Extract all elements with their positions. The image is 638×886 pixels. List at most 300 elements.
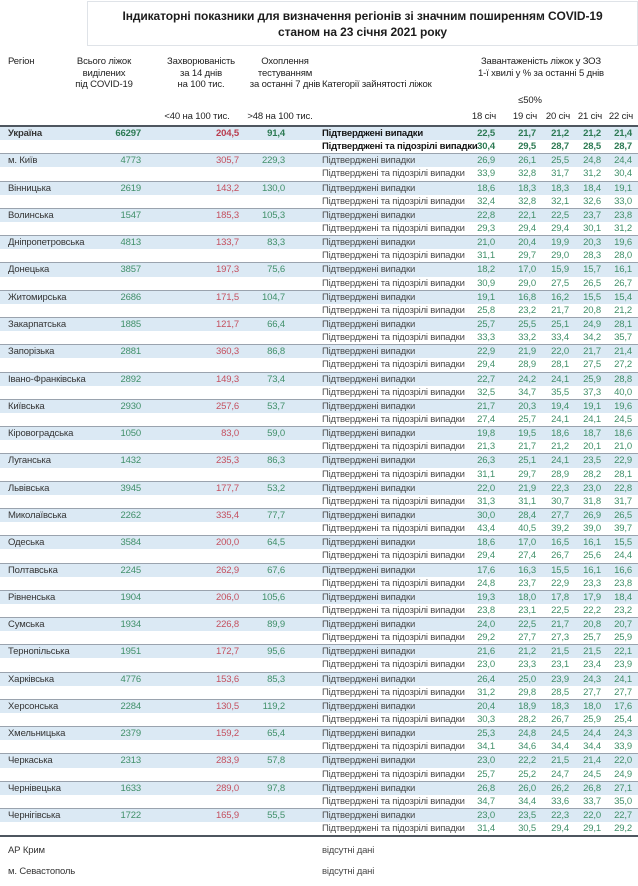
spacer <box>286 373 322 386</box>
load-value: 31,4 <box>477 823 495 835</box>
beds-value: 4813 <box>120 237 141 249</box>
category-label: Підтверджені випадки <box>322 209 416 221</box>
region-name: Львівська <box>8 482 50 494</box>
beds-value <box>106 549 144 562</box>
beds-value: 1904 <box>120 591 141 603</box>
spacer <box>286 236 322 249</box>
load-value: 25,6 <box>583 550 601 562</box>
coverage-value <box>240 440 286 453</box>
spacer <box>286 291 322 304</box>
load-value: 24,8 <box>518 728 536 740</box>
load-value: 19,1 <box>614 182 632 194</box>
load-value: 19,5 <box>518 428 536 440</box>
region-block <box>0 262 638 289</box>
load-value: 30,9 <box>477 277 495 289</box>
load-value: 27,7 <box>583 686 601 698</box>
incidence-value <box>144 195 240 208</box>
coverage-value <box>240 522 286 535</box>
column-header-incidence-line: за 14 днів <box>180 67 222 79</box>
load-value: 34,7 <box>477 795 495 807</box>
category-label: Підтверджені випадки <box>322 782 416 794</box>
date-column-header: 22 січ <box>608 111 633 122</box>
load-value: 22,0 <box>551 346 569 358</box>
region-row <box>0 209 638 222</box>
date-column-header: 18 січ <box>471 111 496 122</box>
column-header-coverage-line: Охоплення <box>261 56 309 67</box>
coverage-value <box>240 795 286 808</box>
beds-value <box>106 522 144 535</box>
load-value: 31,2 <box>477 686 495 698</box>
load-value: 16,1 <box>583 564 601 576</box>
incidence-value: 283,9 <box>215 755 239 767</box>
load-value: 29,5 <box>518 141 536 153</box>
coverage-value: 67,6 <box>267 564 285 576</box>
load-value: 23,8 <box>614 209 632 221</box>
spacer <box>286 754 322 767</box>
beds-value: 1885 <box>120 318 141 330</box>
category-label: Підтверджені випадки <box>322 318 416 330</box>
column-header-coverage-line: за останні 7 днів <box>249 79 321 90</box>
incidence-value <box>144 413 240 426</box>
region-name: Чернівецька <box>8 782 61 794</box>
beds-value <box>106 277 144 290</box>
category-label: Підтверджені випадки <box>322 619 416 631</box>
load-value: 26,8 <box>583 782 601 794</box>
coverage-value <box>240 495 286 508</box>
load-value: 23,1 <box>551 659 569 671</box>
incidence-value: 197,3 <box>215 264 239 276</box>
spacer <box>144 840 240 861</box>
spacer <box>286 631 322 644</box>
region-row <box>0 440 638 453</box>
region-name: Івано-Франківська <box>8 373 86 385</box>
load-value: 23,0 <box>583 482 601 494</box>
spacer <box>286 195 322 208</box>
category-label: Підтверджені випадки <box>322 291 416 303</box>
load-value: 21,2 <box>614 304 632 316</box>
region-name: Харківська <box>8 673 54 685</box>
region-name <box>8 468 106 481</box>
spacer <box>286 645 322 658</box>
load-value: 23,7 <box>518 577 536 589</box>
coverage-value: 65,4 <box>267 728 285 740</box>
no-data-row <box>0 840 638 861</box>
load-value: 22,8 <box>477 209 495 221</box>
load-value: 16,6 <box>614 564 632 576</box>
load-value: 34,4 <box>583 741 601 753</box>
category-label: Підтверджені випадки <box>322 700 416 712</box>
category-label: Підтверджені випадки <box>322 373 416 385</box>
category-label: Підтверджені та підозрілі випадки <box>322 468 465 480</box>
load-value: 17,8 <box>551 591 569 603</box>
beds-value <box>106 413 144 426</box>
region-name <box>8 740 106 753</box>
region-name: Луганська <box>8 455 51 467</box>
load-value: 20,1 <box>583 441 601 453</box>
region-row <box>0 236 638 249</box>
load-value: 24,9 <box>614 768 632 780</box>
coverage-value: 53,2 <box>267 482 285 494</box>
coverage-value <box>240 577 286 590</box>
coverage-value: 64,5 <box>267 537 285 549</box>
column-header-beds <box>60 56 148 91</box>
spacer <box>286 618 322 631</box>
load-value: 28,1 <box>551 359 569 371</box>
category-label: Підтверджені випадки <box>322 673 416 685</box>
load-value: 25,1 <box>551 318 569 330</box>
beds-value <box>106 822 144 835</box>
spacer <box>498 861 539 882</box>
load-threshold-label: ≤50% <box>518 95 542 106</box>
region-row <box>0 140 638 153</box>
load-value: 29,1 <box>583 823 601 835</box>
incidence-value: 235,3 <box>215 455 239 467</box>
region-block <box>0 181 638 208</box>
column-header-beds-line: Всього ліжок <box>76 56 132 67</box>
spacer <box>286 331 322 344</box>
region-name <box>8 140 106 153</box>
load-value: 23,0 <box>477 659 495 671</box>
region-name: м. Севастополь <box>8 866 76 878</box>
spacer <box>604 840 635 861</box>
spacer <box>286 795 322 808</box>
load-value: 19,6 <box>614 400 632 412</box>
load-value: 22,3 <box>551 482 569 494</box>
load-value: 27,7 <box>518 632 536 644</box>
load-value: 24,4 <box>614 155 632 167</box>
load-value: 18,2 <box>477 264 495 276</box>
load-value: 22,7 <box>614 810 632 822</box>
load-value: 22,0 <box>477 482 495 494</box>
coverage-value: 66,4 <box>267 318 285 330</box>
coverage-value <box>240 713 286 726</box>
coverage-value <box>240 167 286 180</box>
incidence-value <box>144 795 240 808</box>
load-value: 22,0 <box>583 810 601 822</box>
incidence-value: 172,7 <box>215 646 239 658</box>
coverage-value <box>240 195 286 208</box>
region-block <box>0 481 638 508</box>
column-header-load <box>450 56 632 79</box>
spacer <box>106 111 144 123</box>
load-value: 26,0 <box>518 782 536 794</box>
region-row <box>0 782 638 795</box>
beds-value <box>106 740 144 753</box>
region-row <box>0 577 638 590</box>
load-value: 25,9 <box>583 373 601 385</box>
region-block <box>0 808 638 835</box>
region-name <box>8 195 106 208</box>
date-column-header: 21 січ <box>577 111 602 122</box>
region-row <box>0 167 638 180</box>
load-value: 19,8 <box>477 428 495 440</box>
load-value: 26,3 <box>477 455 495 467</box>
incidence-value <box>144 440 240 453</box>
load-value: 29,4 <box>477 550 495 562</box>
load-value: 29,2 <box>477 632 495 644</box>
region-block <box>0 508 638 535</box>
coverage-value: 55,5 <box>267 810 285 822</box>
load-value: 18,3 <box>518 182 536 194</box>
load-value: 28,2 <box>518 714 536 726</box>
incidence-value: 262,9 <box>215 564 239 576</box>
spacer <box>286 727 322 740</box>
region-name: Кіровоградська <box>8 428 74 440</box>
coverage-value: 53,7 <box>267 400 285 412</box>
load-value: 17,9 <box>583 591 601 603</box>
spacer <box>286 495 322 508</box>
load-value: 28,1 <box>614 468 632 480</box>
load-value: 25,7 <box>477 768 495 780</box>
beds-value: 2284 <box>120 700 141 712</box>
region-block <box>0 699 638 726</box>
load-value: 43,4 <box>477 523 495 535</box>
incidence-value <box>144 713 240 726</box>
region-name: Одеська <box>8 537 45 549</box>
spacer <box>286 140 322 153</box>
load-value: 28,9 <box>518 359 536 371</box>
no-data-row <box>0 861 638 882</box>
category-label: Підтверджені та підозрілі випадки <box>322 222 465 234</box>
load-value: 34,6 <box>518 741 536 753</box>
region-row <box>0 604 638 617</box>
region-name: Волинська <box>8 209 54 221</box>
beds-value <box>106 795 144 808</box>
load-value: 23,0 <box>477 810 495 822</box>
region-row <box>0 222 638 235</box>
load-value: 21,3 <box>477 441 495 453</box>
spacer <box>286 604 322 617</box>
category-label: Підтверджені та підозрілі випадки <box>322 714 465 726</box>
coverage-value <box>240 277 286 290</box>
region-block <box>0 208 638 235</box>
beds-value: 4776 <box>120 673 141 685</box>
load-value: 18,7 <box>583 428 601 440</box>
load-value: 33,0 <box>614 195 632 207</box>
spacer <box>286 209 322 222</box>
load-value: 31,1 <box>518 495 536 507</box>
beds-value: 1432 <box>120 455 141 467</box>
region-row <box>0 413 638 426</box>
column-header-incidence <box>157 56 245 91</box>
incidence-value <box>144 686 240 699</box>
region-name <box>8 222 106 235</box>
category-label: Підтверджені та підозрілі випадки <box>322 413 465 425</box>
region-row <box>0 154 638 167</box>
spacer <box>286 822 322 835</box>
incidence-value <box>144 140 240 153</box>
region-name: Україна <box>8 128 43 139</box>
region-block <box>0 399 638 426</box>
region-row <box>0 195 638 208</box>
incidence-value <box>144 495 240 508</box>
load-value: 25,3 <box>477 728 495 740</box>
column-header-coverage-line: тестуванням <box>257 67 313 79</box>
region-row <box>0 263 638 276</box>
spacer <box>286 536 322 549</box>
region-row <box>0 673 638 686</box>
beds-value: 2892 <box>120 373 141 385</box>
load-value: 22,2 <box>583 604 601 616</box>
load-value: 32,5 <box>477 386 495 398</box>
region-name <box>8 440 106 453</box>
load-value: 16,3 <box>518 564 536 576</box>
load-value: 22,3 <box>551 810 569 822</box>
coverage-value: 95,6 <box>267 646 285 658</box>
load-value: 15,5 <box>551 564 569 576</box>
load-value: 29,4 <box>551 823 569 835</box>
coverage-value: 89,9 <box>267 619 285 631</box>
load-value: 26,2 <box>551 782 569 794</box>
column-header-load-line: 1-ї хвилі у % за останні 5 днів <box>478 67 604 79</box>
coverage-value: 105,3 <box>261 209 285 221</box>
load-value: 21,4 <box>614 346 632 358</box>
beds-value <box>106 140 144 153</box>
coverage-value <box>240 631 286 644</box>
coverage-value: 229,3 <box>261 155 285 167</box>
beds-value <box>106 249 144 262</box>
category-label: Підтверджені випадки <box>322 728 416 740</box>
load-value: 25,9 <box>583 714 601 726</box>
region-name: Черкаська <box>8 755 53 767</box>
region-block <box>0 672 638 699</box>
load-value: 34,2 <box>583 332 601 344</box>
category-label: Підтверджені та підозрілі випадки <box>322 359 465 371</box>
region-block <box>0 153 638 180</box>
category-label: Підтверджені та підозрілі випадки <box>322 250 465 262</box>
beds-value: 2313 <box>120 755 141 767</box>
spacer <box>286 304 322 317</box>
beds-value: 1934 <box>120 619 141 631</box>
load-value: 21,7 <box>518 441 536 453</box>
load-value: 34,7 <box>518 386 536 398</box>
load-value: 21,2 <box>551 441 569 453</box>
spacer <box>468 840 498 861</box>
load-value: 23,7 <box>583 209 601 221</box>
region-name: Хмельницька <box>8 728 66 740</box>
region-name <box>8 658 106 671</box>
load-value: 23,2 <box>614 604 632 616</box>
category-label: Підтверджені випадки <box>322 537 416 549</box>
column-header-incidence-line: Захворюваність <box>167 56 235 67</box>
spacer <box>286 127 322 140</box>
coverage-threshold-label: >48 на 100 тис. <box>247 111 313 122</box>
load-value: 24,1 <box>583 413 601 425</box>
incidence-value: 153,6 <box>215 673 239 685</box>
incidence-value: 305,7 <box>215 155 239 167</box>
category-label: Підтверджені випадки <box>322 155 416 167</box>
load-value: 24,3 <box>614 728 632 740</box>
load-value: 22,7 <box>477 373 495 385</box>
incidence-value: 206,0 <box>215 591 239 603</box>
region-row <box>0 358 638 371</box>
coverage-value <box>240 386 286 399</box>
region-name <box>8 304 106 317</box>
beds-value <box>106 222 144 235</box>
region-row <box>0 536 638 549</box>
incidence-value <box>144 167 240 180</box>
category-label: Підтверджені випадки <box>322 455 416 467</box>
load-value: 27,1 <box>614 782 632 794</box>
incidence-value <box>144 249 240 262</box>
spacer <box>286 345 322 358</box>
spacer <box>106 861 144 882</box>
load-value: 33,6 <box>551 795 569 807</box>
incidence-value <box>144 631 240 644</box>
load-value: 29,7 <box>518 250 536 262</box>
region-name <box>8 768 106 781</box>
load-value: 30,4 <box>614 168 632 180</box>
load-value: 23,3 <box>583 577 601 589</box>
no-data-label: відсутні дані <box>322 866 375 878</box>
category-label: Підтверджені та підозрілі випадки <box>322 523 465 535</box>
beds-value <box>106 468 144 481</box>
region-row <box>0 427 638 440</box>
beds-value: 2245 <box>120 564 141 576</box>
region-row <box>0 658 638 671</box>
load-value: 21,0 <box>477 237 495 249</box>
beds-value: 1722 <box>120 810 141 822</box>
incidence-value <box>144 522 240 535</box>
incidence-value <box>144 822 240 835</box>
subheader-row <box>0 111 638 123</box>
load-value: 24,1 <box>551 413 569 425</box>
load-value: 18,6 <box>477 537 495 549</box>
load-value: 26,8 <box>477 782 495 794</box>
load-value: 24,1 <box>551 455 569 467</box>
load-value: 40,5 <box>518 523 536 535</box>
load-value: 35,7 <box>614 332 632 344</box>
region-row <box>0 618 638 631</box>
category-label: Підтверджені випадки <box>322 428 416 440</box>
load-value: 39,0 <box>583 523 601 535</box>
region-block <box>0 344 638 371</box>
spacer <box>286 686 322 699</box>
spacer <box>286 167 322 180</box>
incidence-value <box>144 549 240 562</box>
beds-value <box>106 495 144 508</box>
load-value: 23,8 <box>614 577 632 589</box>
column-header-load-line: Завантаженість ліжок у ЗОЗ <box>480 56 602 67</box>
load-value: 32,4 <box>477 195 495 207</box>
spacer <box>286 468 322 481</box>
load-value: 30,3 <box>477 714 495 726</box>
spacer <box>286 658 322 671</box>
load-value: 18,3 <box>551 182 569 194</box>
beds-value <box>106 768 144 781</box>
incidence-value: 335,4 <box>215 509 239 521</box>
load-value: 30,4 <box>477 141 495 153</box>
load-value: 25,5 <box>518 318 536 330</box>
load-value: 17,6 <box>477 564 495 576</box>
category-label: Підтверджені випадки <box>322 564 416 576</box>
coverage-value: 73,4 <box>267 373 285 385</box>
spacer <box>498 840 539 861</box>
coverage-value: 86,8 <box>267 346 285 358</box>
load-value: 19,3 <box>477 591 495 603</box>
load-value: 33,4 <box>551 332 569 344</box>
spacer <box>286 413 322 426</box>
no-data-label: відсутні дані <box>322 845 375 857</box>
load-value: 25,2 <box>518 768 536 780</box>
load-value: 24,3 <box>583 673 601 685</box>
coverage-value: 105,6 <box>261 591 285 603</box>
load-value: 34,4 <box>551 741 569 753</box>
incidence-value: 143,2 <box>215 182 239 194</box>
load-value: 25,7 <box>477 318 495 330</box>
load-value: 23,2 <box>518 304 536 316</box>
category-label: Підтверджені та підозрілі випадки <box>322 441 465 453</box>
